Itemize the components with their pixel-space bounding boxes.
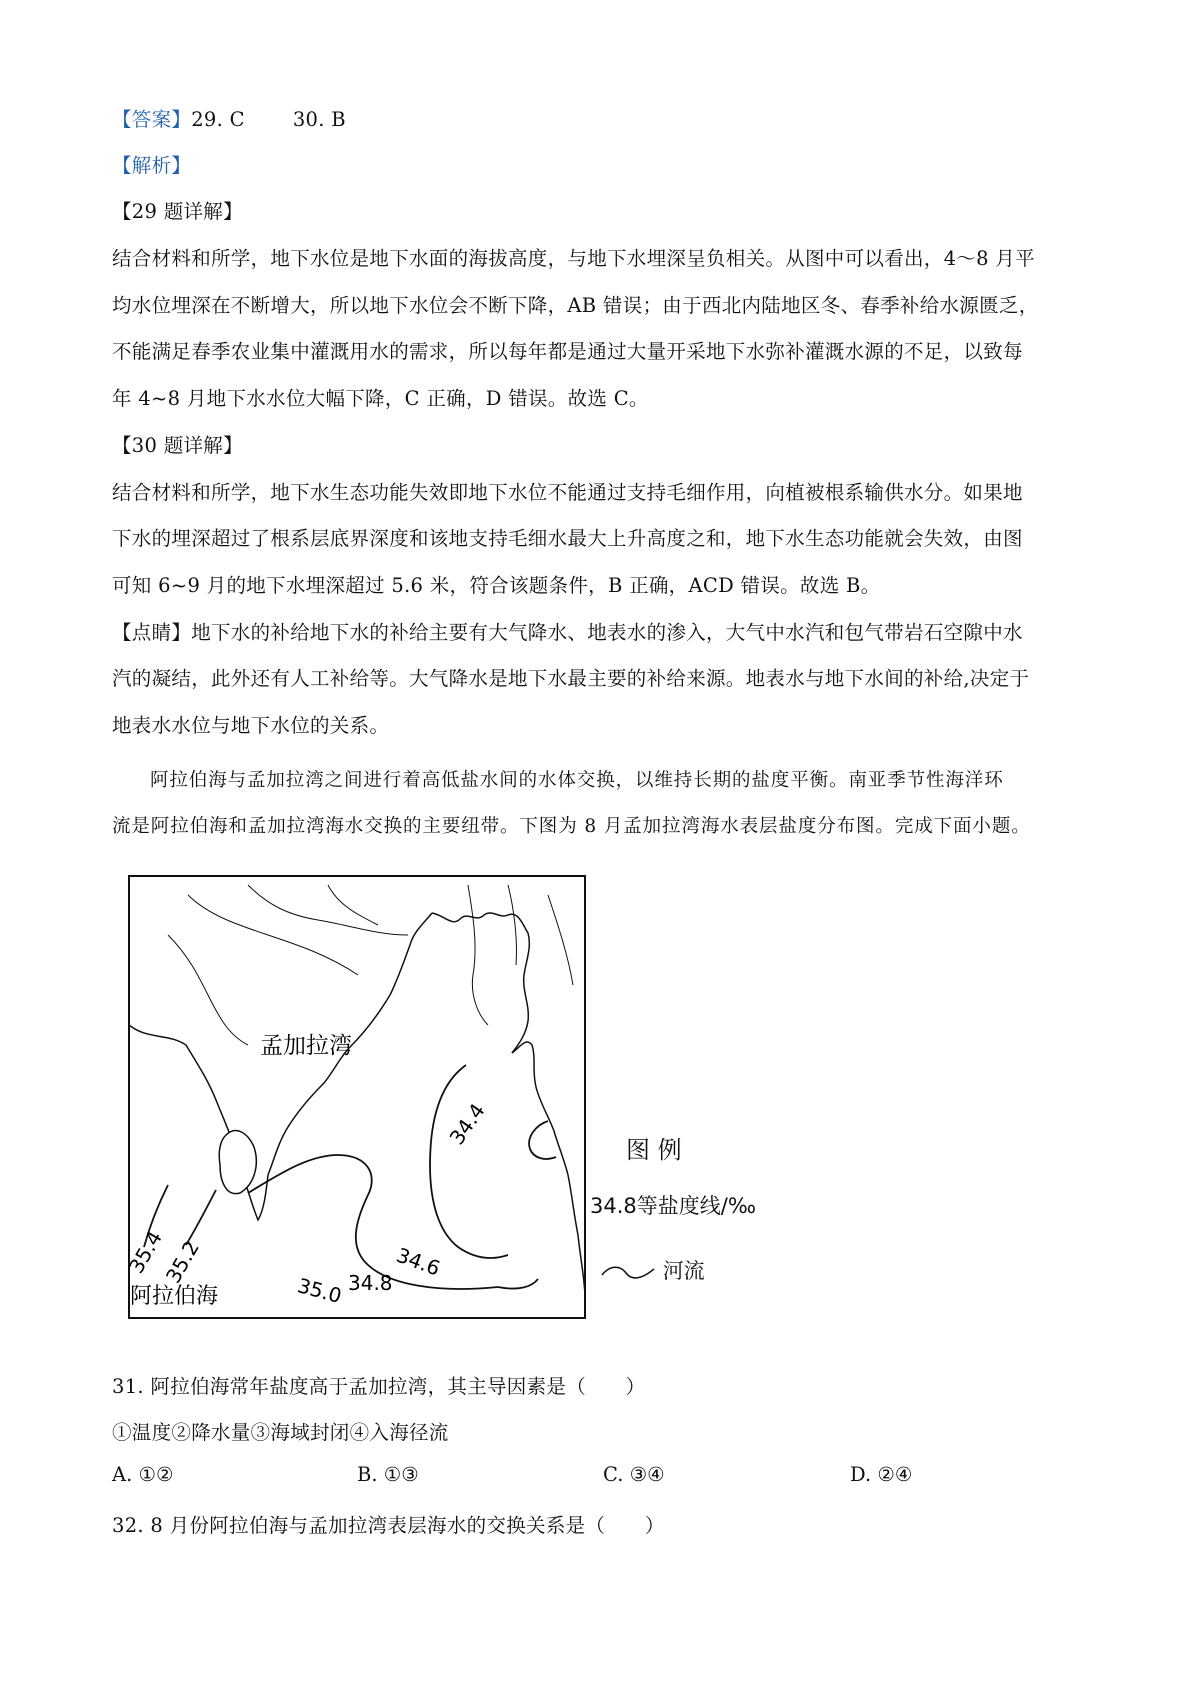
q31-option-b: B. ①③ <box>357 1463 419 1486</box>
iso-label-35-4: 35.4 <box>128 1226 167 1278</box>
note-tag: 【点睛】 <box>112 621 192 644</box>
q30-line: 结合材料和所学，地下水生态功能失效即地下水位不能通过支持毛细作用，向植被根系输供水分。如果地 <box>112 481 1023 504</box>
passage-line: 流是阿拉伯海和孟加拉湾海水交换的主要纽带。下图为 8 月孟加拉湾海水表层盐度分布图。完成下面小题。 <box>112 816 1031 837</box>
q31-stem: 31. 阿拉伯海常年盐度高于孟加拉湾，其主导因素是（ ） <box>112 1375 646 1398</box>
note-line <box>112 617 1023 645</box>
q29-line: 年 4~8 月地下水水位大幅下降，C 正确，D 错误。故选 C。 <box>112 387 649 410</box>
iso-label-35-2: 35.2 <box>160 1236 204 1288</box>
q30-line: 下水的埋深超过了根系层底界深度和该地支持毛细水最大上升高度之和，地下水生态功能就会失效，由图 <box>112 527 1023 550</box>
answer-29: 29. C <box>191 108 245 131</box>
iso-label-34-6: 34.6 <box>393 1242 444 1281</box>
iso-label-34-8: 34.8 <box>348 1271 393 1295</box>
iso-label-34-4: 34.4 <box>444 1098 490 1150</box>
q30-line: 可知 6~9 月的地下水埋深超过 5.6 米，符合该题条件，B 正确，ACD 错误。故选 B。 <box>112 574 881 597</box>
q31-option-d: D. ②④ <box>850 1463 913 1486</box>
legend-river-text: 河流 <box>662 1259 705 1283</box>
note-line: 汽的凝结，此外还有人工补给等。大气降水是地下水最主要的补给来源。地表水与地下水间的补给,决定于 <box>112 667 1030 690</box>
note-line: 地表水水位与地下水位的关系。 <box>112 714 390 737</box>
sea-label: 阿拉伯海 <box>130 1284 219 1309</box>
river-symbol-icon <box>600 1261 656 1283</box>
q32-stem: 32. 8 月份阿拉伯海与孟加拉湾表层海水的交换关系是（ ） <box>112 1514 665 1537</box>
legend-title: 图 例 <box>626 1136 682 1164</box>
answer-tag: 【答案】 <box>112 108 192 131</box>
bay-label: 孟加拉湾 <box>260 1033 352 1059</box>
legend-river <box>600 1255 705 1285</box>
q29-line: 不能满足春季农业集中灌溉用水的需求，所以每年都是通过大量开采地下水弥补灌溉水源的不足，以致每 <box>112 340 1023 363</box>
q31-factors: ①温度②降水量③海域封闭④入海径流 <box>112 1421 449 1444</box>
salinity-map-svg <box>128 875 586 1319</box>
q29-line: 结合材料和所学，地下水位是地下水面的海拔高度，与地下水埋深呈负相关。从图中可以看出，4～8 月平 <box>112 247 1035 270</box>
note-text: 地下水的补给地下水的补给主要有大气降水、地表水的渗入，大气中水汽和包气带岩石空隙中水 <box>191 621 1023 644</box>
q31-option-c: C. ③④ <box>603 1463 665 1486</box>
q29-line: 均水位埋深在不断增大，所以地下水位会不断下降，AB 错误；由于西北内陆地区冬、春季补给水源匮乏， <box>112 294 1039 317</box>
legend-isohaline <box>590 1190 756 1220</box>
salinity-map <box>128 875 586 1319</box>
legend-iso-text: 等盐度线/‰ <box>636 1194 757 1218</box>
map-legend <box>590 1130 830 1310</box>
iso-label-35-0: 35.0 <box>295 1273 345 1308</box>
passage-line: 阿拉伯海与孟加拉湾之间进行着高低盐水间的水体交换，以维持长期的盐度平衡。南亚季节性海洋环 <box>150 770 1004 791</box>
q30-heading: 【30 题详解】 <box>112 434 243 457</box>
legend-iso-sample: 34.8 <box>590 1194 637 1218</box>
analysis-tag: 【解析】 <box>112 154 192 177</box>
q29-heading: 【29 题详解】 <box>112 200 243 223</box>
answer-30: 30. B <box>292 108 346 131</box>
q31-option-a: A. ①② <box>112 1463 174 1486</box>
answer-line <box>112 104 346 132</box>
